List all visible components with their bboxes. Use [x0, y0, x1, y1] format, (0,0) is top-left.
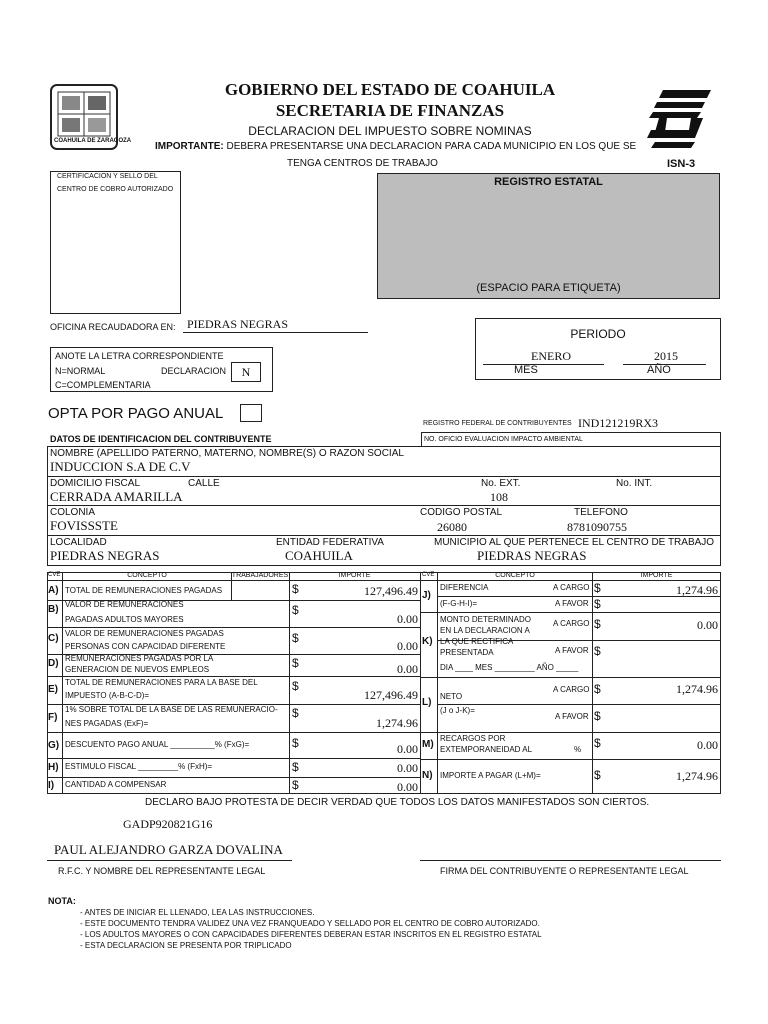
- cp-value[interactable]: 26080: [437, 520, 467, 534]
- row-l-key: L): [422, 697, 432, 708]
- row-k-cargo-value[interactable]: 0.00: [697, 618, 718, 632]
- firma-label: FIRMA DEL CONTRIBUYENTE O REPRESENTANTE LEGAL: [440, 866, 689, 876]
- row-d-concept-1: REMUNERACIONES PAGADAS POR LA: [65, 654, 214, 663]
- row-c-key: C): [48, 633, 59, 644]
- nombre-label: NOMBRE (APELLIDO PATERNO, MATERNO, NOMBRE(S) O RAZON SOCIAL: [50, 448, 404, 459]
- periodo-anio-label: AÑO: [647, 364, 671, 376]
- row-k-favor-currency: $: [594, 644, 601, 658]
- tipo-line-2a: N=NORMAL: [55, 366, 106, 376]
- row-m-concept-3: %: [574, 745, 582, 754]
- th-cve-left: CVE: [48, 572, 61, 578]
- row-j-favor-label: A FAVOR: [555, 599, 589, 608]
- nota-item: - ESTE DOCUMENTO TENDRA VALIDEZ UNA VEZ FRANQUEADO Y SELLADO POR EL CENTRO DE COBRO AUTORIZADO.: [80, 919, 540, 928]
- nombre-value[interactable]: INDUCCION S.A DE C.V: [50, 459, 191, 474]
- oficio-label: NO. OFICIO EVALUACION IMPACTO AMBIENTAL: [424, 436, 583, 443]
- row-i-key: I): [48, 780, 55, 791]
- cp-label: CODIGO POSTAL: [420, 507, 503, 518]
- tipo-line-1: ANOTE LA LETRA CORRESPONDIENTE: [55, 351, 224, 361]
- nota-item: - LOS ADULTOS MAYORES O CON CAPACIDADES DIFERENTES DEBERAN ESTAR INSCRITOS EN EL REGISTRO ESTATAL: [80, 930, 542, 939]
- row-e-value[interactable]: 127,496.49: [364, 688, 418, 702]
- noint-label: No. INT.: [616, 478, 653, 489]
- row-l-favor-label: A FAVOR: [555, 712, 589, 721]
- row-i-concept: CANTIDAD A COMPENSAR: [65, 780, 167, 789]
- row-e-concept-2: IMPUESTO (A-B-C-D)=: [65, 691, 150, 700]
- etiqueta-label: (ESPACIO PARA ETIQUETA): [476, 282, 621, 294]
- row-g-value[interactable]: 0.00: [397, 742, 418, 756]
- row-d-key: D): [48, 658, 59, 669]
- row-n-concept: IMPORTE A PAGAR (L+M)=: [440, 771, 541, 780]
- row-f-concept-2: NES PAGADAS (ExF)=: [65, 719, 149, 728]
- row-k-concept-2: EN LA DECLARACION A: [440, 626, 530, 635]
- periodo-anio-value[interactable]: 2015: [654, 349, 678, 363]
- row-m-concept-2: EXTEMPORANEIDAD AL: [440, 745, 533, 754]
- periodo-mes-label: MES: [514, 364, 538, 376]
- identificacion-title: DATOS DE IDENTIFICACION DEL CONTRIBUYENTE: [50, 434, 272, 444]
- th-importe-left: IMPORTE: [338, 572, 371, 579]
- tipo-line-2b: DECLARACION: [161, 366, 227, 376]
- title-secretaria: SECRETARIA DE FINANZAS: [275, 101, 505, 120]
- row-h-value[interactable]: 0.00: [397, 761, 418, 775]
- rep-rfc-value[interactable]: GADP920821G16: [123, 817, 213, 831]
- row-c-currency: $: [292, 631, 299, 645]
- pago-anual-label: OPTA POR PAGO ANUAL: [48, 405, 224, 422]
- row-f-value[interactable]: 1,274.96: [376, 716, 418, 730]
- row-j-cargo-label: A CARGO: [553, 583, 590, 592]
- row-m-concept-1: RECARGOS POR: [440, 734, 506, 743]
- row-c-concept-1: VALOR DE REMUNERACIONES PAGADAS: [65, 629, 224, 638]
- form-code: ISN-3: [667, 158, 696, 170]
- row-j-favor-currency: $: [594, 597, 601, 611]
- oficina-value[interactable]: PIEDRAS NEGRAS: [187, 317, 289, 331]
- row-g-key: G): [48, 740, 60, 751]
- title-gobierno: GOBIERNO DEL ESTADO DE COAHUILA: [224, 80, 556, 99]
- row-j-cargo-value[interactable]: 1,274.96: [676, 583, 718, 597]
- row-g-concept: DESCUENTO PAGO ANUAL __________% (FxG)=: [65, 740, 250, 749]
- noext-value[interactable]: 108: [490, 490, 508, 504]
- nota-item: - ANTES DE INICIAR EL LLENADO, LEA LAS INSTRUCCIONES.: [80, 908, 315, 917]
- row-c-value[interactable]: 0.00: [397, 639, 418, 653]
- row-b-value[interactable]: 0.00: [397, 612, 418, 626]
- th-concepto-right: CONCEPTO: [495, 572, 535, 579]
- row-j-concept-2: (F-G-H-I)=: [440, 599, 478, 608]
- row-l-cargo-value[interactable]: 1,274.96: [676, 682, 718, 696]
- row-b-currency: $: [292, 603, 299, 617]
- importante-label: IMPORTANTE:: [155, 141, 224, 152]
- row-l-cargo-label: A CARGO: [553, 685, 590, 694]
- row-a-value[interactable]: 127,496.49: [364, 584, 418, 598]
- row-l-cargo-currency: $: [594, 682, 601, 696]
- importante-text-2: TENGA CENTROS DE TRABAJO: [287, 158, 438, 169]
- row-k-concept-1: MONTO DETERMINADO: [440, 615, 531, 624]
- registro-title: REGISTRO ESTATAL: [494, 176, 603, 188]
- row-k-concept-3: LA QUE RECTIFICA: [440, 637, 514, 646]
- row-g-currency: $: [292, 736, 299, 750]
- th-trabajadores: TRABAJADORES: [231, 572, 289, 579]
- localidad-value[interactable]: PIEDRAS NEGRAS: [50, 548, 160, 563]
- seal-text: COAHUILA DE ZARAGOZA: [54, 138, 132, 144]
- row-n-currency: $: [594, 768, 601, 782]
- nota-title: NOTA:: [48, 896, 76, 906]
- rep-nombre-value[interactable]: PAUL ALEJANDRO GARZA DOVALINA: [54, 842, 283, 857]
- row-d-value[interactable]: 0.00: [397, 662, 418, 676]
- oficina-label: OFICINA RECAUDADORA EN:: [50, 322, 176, 332]
- th-concepto-left: CONCEPTO: [127, 572, 167, 579]
- importante-line: [155, 141, 636, 152]
- row-b-concept-1: VALOR DE REMUNERACIONES: [65, 600, 184, 609]
- rfc-label: REGISTRO FEDERAL DE CONTRIBUYENTES: [423, 420, 572, 427]
- row-m-key: M): [422, 739, 434, 750]
- pago-anual-checkbox[interactable]: [240, 404, 262, 422]
- row-f-concept-1: 1% SOBRE TOTAL DE LA BASE DE LAS REMUNERACIO-: [65, 705, 278, 714]
- tipo-line-3: C=COMPLEMENTARIA: [55, 380, 151, 390]
- th-cve-right: CVE: [422, 572, 435, 578]
- row-k-key: K): [422, 636, 433, 647]
- rep-label: R.F.C. Y NOMBRE DEL REPRESENTANTE LEGAL: [58, 866, 266, 876]
- noext-label: No. EXT.: [481, 478, 521, 489]
- row-h-concept: ESTIMULO FISCAL _________% (FxH)=: [65, 762, 213, 771]
- row-a-key: A): [48, 585, 59, 596]
- calle-label: CALLE: [188, 478, 220, 489]
- registro-estatal-box: [377, 173, 720, 299]
- row-n-key: N): [422, 770, 433, 781]
- row-j-concept-1: DIFERENCIA: [440, 583, 489, 592]
- row-h-key: H): [48, 762, 59, 773]
- row-k-concept-4: PRESENTADA: [440, 648, 494, 657]
- row-j-cargo-currency: $: [594, 581, 601, 595]
- th-importe-right: IMPORTE: [640, 572, 673, 579]
- domicilio-label: DOMICILIO FISCAL: [50, 478, 141, 489]
- localidad-label: LOCALIDAD: [50, 537, 107, 548]
- row-m-currency: $: [594, 736, 601, 750]
- municipio-label: MUNICIPIO AL QUE PERTENECE EL CENTRO DE TRABAJO: [434, 537, 715, 548]
- colonia-value[interactable]: FOVISSSTE: [50, 518, 118, 533]
- municipio-value[interactable]: PIEDRAS NEGRAS: [477, 548, 587, 563]
- finanzas-logo-icon: [645, 88, 715, 150]
- periodo-mes-value[interactable]: ENERO: [531, 349, 571, 363]
- calle-value[interactable]: CERRADA AMARILLA: [50, 489, 183, 504]
- row-b-concept-2: PAGADAS ADULTOS MAYORES: [65, 615, 184, 624]
- tel-value[interactable]: 8781090755: [567, 520, 627, 534]
- rfc-value[interactable]: IND121219RX3: [578, 416, 658, 430]
- row-j-key: J): [422, 590, 431, 601]
- row-k-cargo-label: A CARGO: [553, 619, 590, 628]
- row-m-value[interactable]: 0.00: [697, 738, 718, 752]
- form-subtitle: DECLARACION DEL IMPUESTO SOBRE NOMINAS: [248, 124, 532, 138]
- row-a-currency: $: [292, 582, 299, 596]
- cert-line-1: CERTIFICACION Y SELLO DEL: [57, 173, 158, 180]
- cert-box: [50, 171, 181, 314]
- row-d-concept-2: GENERACION DE NUEVOS EMPLEOS: [65, 665, 210, 674]
- row-e-key: E): [48, 684, 58, 695]
- tel-label: TELEFONO: [574, 507, 628, 518]
- row-h-currency: $: [292, 760, 299, 774]
- row-l-concept-2: (J o J-K)=: [440, 706, 475, 715]
- row-c-concept-2: PERSONAS CON CAPACIDAD DIFERENTE: [65, 642, 226, 651]
- row-l-favor-currency: $: [594, 709, 601, 723]
- row-d-currency: $: [292, 656, 299, 670]
- importante-text: DEBERA PRESENTARSE UNA DECLARACION PARA CADA MUNICIPIO EN LOS QUE SE: [226, 141, 637, 152]
- protesta-text: DECLARO BAJO PROTESTA DE DECIR VERDAD QUE TODOS LOS DATOS MANIFESTADOS SON CIERTOS.: [145, 797, 650, 808]
- row-a-concept: TOTAL DE REMUNERACIONES PAGADAS: [65, 586, 223, 595]
- entidad-label: ENTIDAD FEDERATIVA: [276, 537, 384, 548]
- oficio-box: [421, 432, 721, 447]
- tipo-declaracion-input[interactable]: N: [231, 362, 261, 382]
- cert-line-2: CENTRO DE COBRO AUTORIZADO: [57, 186, 174, 193]
- row-f-key: F): [48, 712, 58, 723]
- row-i-currency: $: [292, 778, 299, 792]
- periodo-box: [475, 318, 721, 380]
- periodo-title: PERIODO: [570, 327, 626, 341]
- row-f-currency: $: [292, 706, 299, 720]
- row-e-concept-1: TOTAL DE REMUNERACIONES PARA LA BASE DEL: [65, 678, 258, 687]
- colonia-label: COLONIA: [50, 507, 96, 518]
- row-n-value[interactable]: 1,274.96: [676, 769, 718, 783]
- row-e-currency: $: [292, 679, 299, 693]
- row-l-concept-1: NETO: [440, 692, 463, 701]
- state-seal: [48, 82, 132, 152]
- entidad-value[interactable]: COAHUILA: [285, 548, 353, 563]
- row-i-value[interactable]: 0.00: [397, 780, 418, 794]
- row-k-cargo-currency: $: [594, 617, 601, 631]
- nota-item: - ESTA DECLARACION SE PRESENTA POR TRIPLICADO: [80, 941, 292, 950]
- row-k-concept-5: DIA ____ MES _________ AÑO _____: [440, 663, 579, 672]
- row-k-favor-label: A FAVOR: [555, 646, 589, 655]
- row-b-key: B): [48, 604, 59, 615]
